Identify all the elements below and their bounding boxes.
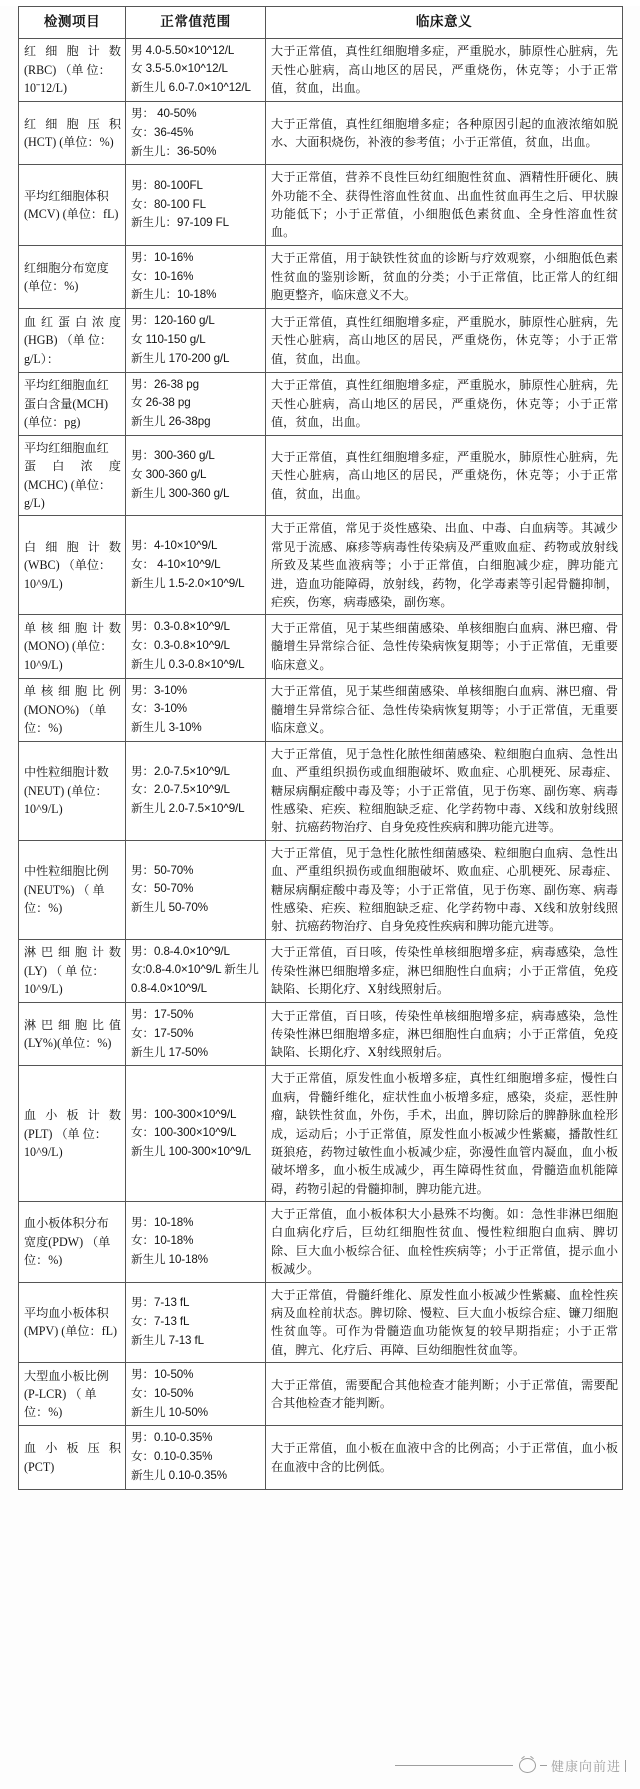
cell-reference-range — [126, 678, 266, 741]
cell-clinical-meaning: 大于正常值，原发性血小板增多症，真性红细胞增多症，慢性白血病，骨髓纤维化，症状性血小板增多症，感染，炎症，恶性肿瘤，缺铁性贫血，外伤，手术，出血，脾切除后的脾静脉血栓形成，运动后；小于正常值，原发性血小板减少性紫癜，播散性红斑狼疮，药物过敏性血小板减少症，弥漫性血管内凝血，血小板破坏增多，血小板生成减少，再生障碍性贫血，骨髓造血机能障碍，药物引起的骨髓抑制，脾功能亢进。 — [266, 1066, 623, 1202]
column-header-item: 检测项目 — [19, 7, 126, 39]
test-item-line: 白 细 胞 计 数 — [24, 539, 121, 554]
test-item-line: g/L) — [24, 496, 45, 510]
reference-range-line: 女：2.0-7.5×10^9/L — [131, 783, 230, 797]
table-row — [19, 939, 623, 1002]
test-item-line: 平均红细胞体积 — [24, 188, 109, 203]
reference-range-line: 女：100-300×10^9/L — [131, 1126, 237, 1140]
cell-test-item — [19, 435, 126, 516]
test-item-line: (MONO%) （单 — [24, 702, 107, 717]
test-item-line: 位：%) — [24, 1252, 63, 1267]
test-item-line: 位：%) — [24, 720, 63, 735]
test-item-line: (PLT) （单 位： — [24, 1126, 107, 1141]
reference-range-line: 男：17-50% — [131, 1008, 194, 1022]
watermark-end-icon — [625, 1760, 626, 1772]
test-item-line: (单位：%) — [24, 279, 79, 294]
table-row — [19, 1003, 623, 1066]
table-row — [19, 615, 623, 678]
test-item-line: 红 细 胞 计 数 — [24, 44, 121, 59]
reference-range-line: 新生儿 17-50% — [131, 1045, 208, 1059]
cell-clinical-meaning: 大于正常值，见于急性化脓性细菌感染、粒细胞白血病、急性出血、严重组织损伤或血细胞破坏、败血症、心肌梗死、尿毒症、糖尿病酮症酸中毒及等；小于正常值，见于伤寒、副伤寒、病毒性感染、疟疾、粒细胞缺乏症、化学药物中毒、X线和放射线照射、抗癌药物治疗、自身免疫性疾病和脾功能亢进等。 — [266, 741, 623, 840]
reference-range-line: 男：2.0-7.5×10^9/L — [131, 764, 230, 778]
cell-reference-range — [126, 1202, 266, 1283]
cell-clinical-meaning: 大于正常值，真性红细胞增多症，严重脱水，肺原性心脏病，先天性心脏病，高山地区的居民，严重烧伤，休克等；小于正常值，贫血，出血。 — [266, 309, 623, 372]
cell-clinical-meaning: 大于正常值，百日咳，传染性单核细胞增多症，病毒感染，急性传染性淋巴细胞增多症，淋巴细胞性白血病；小于正常值，免疫缺陷、长期化疗、X射线照射后。 — [266, 1003, 623, 1066]
reference-range-line: 女：36-45% — [131, 125, 194, 139]
table-row — [19, 1363, 623, 1426]
test-item-line: (HGB) （单 位： — [24, 333, 113, 348]
test-item-line: 10ˉ12/L) — [24, 81, 67, 96]
test-item-line: 大型血小板比例 — [24, 1368, 109, 1383]
cell-reference-range — [126, 1426, 266, 1489]
cell-test-item — [19, 1282, 126, 1363]
table-row — [19, 1426, 623, 1489]
cell-test-item — [19, 1426, 126, 1489]
cell-reference-range — [126, 939, 266, 1002]
test-item-line: 蛋 白 浓 度 — [24, 459, 121, 474]
reference-range-line: 新生儿 26-38pg — [131, 415, 211, 429]
reference-range-line: 女：0.10-0.35% — [131, 1450, 213, 1464]
cell-clinical-meaning: 大于正常值，真性红细胞增多症，严重脱水，肺原性心脏病，先天性心脏病，高山地区的居民，严重烧伤，休克等；小于正常值，贫血，出血。 — [266, 372, 623, 435]
table-row — [19, 245, 623, 308]
reference-range-line: 男：4-10×10^9/L — [131, 539, 218, 553]
test-item-line: g/L）： — [24, 351, 59, 366]
reference-range-line: 新生儿：36-50% — [131, 144, 217, 158]
reference-range-line: 新生儿 2.0-7.5×10^9/L — [131, 802, 245, 816]
reference-range-line: 0.8-4.0×10^9/L — [131, 982, 207, 996]
test-item-line: (MONO) (单位： — [24, 639, 113, 654]
test-item-line: (PCT) — [24, 1459, 55, 1474]
cell-clinical-meaning: 大于正常值，见于某些细菌感染、单核细胞白血病、淋巴瘤、骨髓增生异常综合征、急性传染病恢复期等；小于正常值，无重要临床意义。 — [266, 678, 623, 741]
watermark-rule-icon — [395, 1765, 513, 1766]
test-item-line: 10^9/L) — [24, 1144, 63, 1159]
test-item-line: (LY%)(单位：%) — [24, 1036, 112, 1051]
test-item-line: 血 红 蛋 白 浓 度 — [24, 314, 121, 329]
table-header-row — [19, 7, 623, 39]
cell-test-item — [19, 1003, 126, 1066]
reference-range-line: 男：0.10-0.35% — [131, 1431, 213, 1445]
cell-test-item — [19, 102, 126, 165]
test-item-line: 蛋白含量(MCH) — [24, 396, 108, 411]
table-row — [19, 741, 623, 840]
test-item-line: 10^9/L) — [24, 576, 63, 591]
reference-range-line: 男：0.3-0.8×10^9/L — [131, 620, 230, 634]
cell-test-item — [19, 38, 126, 101]
cell-reference-range — [126, 741, 266, 840]
cell-clinical-meaning: 大于正常值，骨髓纤维化、原发性血小板减少性紫癜、血栓性疾病及血栓前状态。脾切除、慢粒、巨大血小板综合症、镰刀细胞性贫血等。可作为骨髓造血功能恢复的较早期指症；小于正常值，脾亢、化疗后、再障、巨幼细胞性贫血等。 — [266, 1282, 623, 1363]
reference-range-line: 男：100-300×10^9/L — [131, 1107, 237, 1121]
cell-reference-range — [126, 840, 266, 939]
test-item-line: 单 核 细 胞 计 数 — [24, 620, 121, 635]
cell-test-item — [19, 165, 126, 246]
cell-clinical-meaning: 大于正常值，真性红细胞增多症；各种原因引起的血液浓缩如脱水、大面积烧伤，补液的参考值；小于正常值，贫血，出血。 — [266, 102, 623, 165]
reference-range-line: 男 4.0-5.50×10^12/L — [131, 43, 235, 57]
cell-reference-range — [126, 435, 266, 516]
test-item-line: (HCT) (单位：%) — [24, 135, 114, 150]
watermark-tail-icon — [540, 1765, 547, 1766]
test-item-line: 血 小 板 计 数 — [24, 1108, 121, 1123]
watermark-label: 健康向前进 — [550, 1759, 621, 1774]
reference-range-line: 新生儿 100-300×10^9/L — [131, 1145, 251, 1159]
test-item-line: 平均红细胞血红 — [24, 378, 109, 393]
reference-range-line: 女： 4-10×10^9/L — [131, 557, 221, 571]
reference-range-line: 男：10-16% — [131, 250, 194, 264]
test-item-line: 单 核 细 胞 比 例 — [24, 684, 121, 699]
table-row — [19, 309, 623, 372]
reference-range-line: 新生儿 7-13 fL — [131, 1333, 204, 1347]
reference-range-line: 男：3-10% — [131, 683, 188, 697]
table-row — [19, 1066, 623, 1202]
cell-test-item — [19, 372, 126, 435]
reference-range-line: 新生儿 0.3-0.8×10^9/L — [131, 657, 245, 671]
table-row — [19, 516, 623, 615]
reference-range-line: 新生儿 10-18% — [131, 1253, 208, 1267]
test-item-line: 红细胞分布宽度 — [24, 260, 109, 275]
reference-range-line: 女：50-70% — [131, 882, 194, 896]
watermark — [395, 1756, 626, 1775]
cell-test-item — [19, 840, 126, 939]
reference-range-line: 男：10-50% — [131, 1368, 194, 1381]
test-item-line: (MCV) (单位：fL) — [24, 207, 119, 222]
reference-range-line: 男：120-160 g/L — [131, 314, 215, 328]
cell-test-item — [19, 245, 126, 308]
test-item-line: 10^9/L) — [24, 657, 63, 672]
reference-range-line: 新生儿 1.5-2.0×10^9/L — [131, 576, 245, 590]
reference-range-line: 新生儿 50-70% — [131, 901, 208, 915]
reference-range-line: 女:0.8-4.0×10^9/L 新生儿 — [131, 963, 259, 977]
cell-reference-range — [126, 615, 266, 678]
test-item-line: (单位：pg) — [24, 414, 81, 429]
test-item-line: (MCHC) (单位： — [24, 477, 112, 492]
test-item-line: 中性粒细胞计数 — [24, 765, 109, 780]
test-item-line: (NEUT) (单位： — [24, 783, 108, 798]
reference-range-line: 男：0.8-4.0×10^9/L — [131, 944, 230, 958]
table-header — [19, 7, 623, 39]
cell-test-item — [19, 309, 126, 372]
cell-test-item — [19, 678, 126, 741]
cell-clinical-meaning: 大于正常值，需要配合其他检查才能判断；小于正常值，需要配合其他检查才能判断。 — [266, 1363, 623, 1426]
cell-test-item — [19, 516, 126, 615]
test-item-line: (NEUT%) （ 单 — [24, 882, 105, 897]
cell-reference-range — [126, 1066, 266, 1202]
test-item-line: 红 细 胞 压 积 — [24, 116, 121, 131]
cell-reference-range — [126, 1003, 266, 1066]
reference-range-line: 新生儿 6.0-7.0×10^12/L — [131, 81, 251, 95]
cell-clinical-meaning: 大于正常值，用于缺铁性贫血的诊断与疗效观察，小细胞低色素性贫血的鉴别诊断，贫血的分类；小于正常值，比正常人的红细胞更整齐，临床意义不大。 — [266, 245, 623, 308]
test-item-line: 位：%) — [24, 1405, 63, 1420]
reference-range-line: 新生儿 300-360 g/L — [131, 487, 230, 501]
test-item-line: 血 小 板 压 积 — [24, 1441, 121, 1456]
watermark-badge-icon — [519, 1758, 536, 1773]
column-header-meaning: 临床意义 — [266, 7, 623, 39]
table-row — [19, 102, 623, 165]
cell-clinical-meaning: 大于正常值，百日咳，传染性单核细胞增多症，病毒感染，急性传染性淋巴细胞增多症，淋巴细胞性白血病；小于正常值，免疫缺陷、长期化疗、X射线照射后。 — [266, 939, 623, 1002]
test-item-line: (RBC) （单 位： — [24, 62, 111, 77]
reference-range-line: 女：17-50% — [131, 1026, 194, 1040]
reference-range-line: 女 26-38 pg — [131, 396, 191, 410]
cell-reference-range — [126, 1282, 266, 1363]
column-header-range: 正常值范围 — [126, 7, 266, 39]
test-item-line: 10^9/L) — [24, 802, 63, 817]
document-page — [0, 6, 640, 1789]
cell-reference-range — [126, 372, 266, 435]
reference-range-line: 女：10-18% — [131, 1234, 194, 1248]
cell-test-item — [19, 939, 126, 1002]
reference-range-line: 新生儿 170-200 g/L — [131, 351, 230, 365]
cell-clinical-meaning: 大于正常值，血小板在血液中含的比例高；小于正常值，血小板在血液中含的比例低。 — [266, 1426, 623, 1489]
cell-test-item — [19, 1363, 126, 1426]
cell-reference-range — [126, 245, 266, 308]
test-item-line: 宽度(PDW) （单 — [24, 1234, 111, 1249]
table-row — [19, 372, 623, 435]
reference-range-line: 男：50-70% — [131, 863, 194, 877]
reference-range-line: 男：300-360 g/L — [131, 449, 215, 463]
table-row — [19, 38, 623, 101]
reference-range-line: 男：26-38 pg — [131, 377, 199, 391]
cell-reference-range — [126, 165, 266, 246]
cell-clinical-meaning: 大于正常值，血小板体积大小悬殊不均衡。如：急性非淋巴细胞白血病化疗后，巨幼红细胞性贫血、慢性粒细胞白血病、脾切除、巨大血小板综合征、血栓性疾病等；小于正常值，提示血小板减少。 — [266, 1202, 623, 1283]
reference-range-line: 女：10-50% — [131, 1386, 194, 1400]
reference-range-line: 女：80-100 FL — [131, 197, 206, 211]
cell-clinical-meaning: 大于正常值，见于某些细菌感染、单核细胞白血病、淋巴瘤、骨髓增生异常综合征、急性传染病恢复期等；小于正常值，无重要临床意义。 — [266, 615, 623, 678]
reference-range-line: 男：10-18% — [131, 1215, 194, 1229]
test-item-line: (P-LCR) （ 单 — [24, 1386, 97, 1401]
reference-range-line: 女：10-16% — [131, 269, 194, 283]
table-row — [19, 1282, 623, 1363]
cell-reference-range — [126, 516, 266, 615]
test-item-line: 中性粒细胞比例 — [24, 864, 109, 879]
test-item-line: 淋 巴 细 胞 计 数 — [24, 945, 121, 960]
cell-clinical-meaning: 大于正常值，营养不良性巨幼红细胞性贫血、酒精性肝硬化、胰外功能不全、获得性溶血性贫血、出血性贫血再生之后、甲状腺功能低下；小于正常值，小细胞低色素贫血、全身性溶血性贫血。 — [266, 165, 623, 246]
reference-range-line: 新生儿 0.10-0.35% — [131, 1468, 227, 1482]
table-row — [19, 1202, 623, 1283]
test-item-line: (LY) （ 单 位： — [24, 963, 105, 978]
cell-clinical-meaning: 大于正常值，真性红细胞增多症，严重脱水，肺原性心脏病，先天性心脏病，高山地区的居民，严重烧伤，休克等；小于正常值，贫血，出血。 — [266, 435, 623, 516]
reference-range-line: 女：0.3-0.8×10^9/L — [131, 639, 230, 653]
cell-clinical-meaning: 大于正常值，真性红细胞增多症，严重脱水，肺原性心脏病，先天性心脏病，高山地区的居民，严重烧伤，休克等；小于正常值，贫血，出血。 — [266, 38, 623, 101]
reference-range-line: 男：80-100FL — [131, 178, 203, 192]
test-item-line: 平均红细胞血红 — [24, 440, 109, 455]
cell-clinical-meaning: 大于正常值，常见于炎性感染、出血、中毒、白血病等。其减少常见于流感、麻疹等病毒性传染病及严重败血症、药物或放射线所致及某些血液病等；小于正常值，白细胞减少症，脾功能亢进，造血功能障碍，放射线，药物，化学毒素等引起骨髓抑制， 疟疾，伤寒，病毒感染，副伤寒。 — [266, 516, 623, 615]
table-row — [19, 840, 623, 939]
reference-range-line: 新生儿：10-18% — [131, 288, 217, 302]
test-item-line: 平均血小板体积 — [24, 1305, 109, 1320]
cell-reference-range — [126, 38, 266, 101]
reference-range-line: 男： 40-50% — [131, 107, 197, 120]
reference-range-line: 女 3.5-5.0×10^12/L — [131, 62, 228, 76]
test-item-line: 血小板体积分布 — [24, 1216, 109, 1231]
reference-range-line: 新生儿 10-50% — [131, 1405, 208, 1419]
cell-clinical-meaning: 大于正常值，见于急性化脓性细菌感染、粒细胞白血病、急性出血、严重组织损伤或血细胞破坏、败血症、心肌梗死、尿毒症、糖尿病酮症酸中毒及等；小于正常值，见于伤寒、副伤寒、病毒性感染、疟疾、粒细胞缺乏症、化学药物中毒、X线和放射线照射、抗癌药物治疗、自身免疫性疾病和脾功能亢进等。 — [266, 840, 623, 939]
test-item-line: 10^9/L) — [24, 982, 63, 997]
cell-test-item — [19, 741, 126, 840]
cell-reference-range — [126, 1363, 266, 1426]
table-row — [19, 678, 623, 741]
cell-reference-range — [126, 309, 266, 372]
cell-reference-range — [126, 102, 266, 165]
table-row — [19, 435, 623, 516]
reference-range-line: 女 300-360 g/L — [131, 468, 207, 482]
reference-range-line: 女：7-13 fL — [131, 1314, 190, 1328]
test-item-line: 淋 巴 细 胞 比 值 — [24, 1017, 121, 1032]
table-row — [19, 165, 623, 246]
reference-range-line: 女 110-150 g/L — [131, 332, 206, 346]
table-body — [19, 38, 623, 1489]
cell-test-item — [19, 615, 126, 678]
reference-range-line: 新生儿 3-10% — [131, 721, 202, 735]
test-item-line: (WBC) （单位： — [24, 558, 112, 573]
reference-range-line: 男：7-13 fL — [131, 1296, 190, 1310]
reference-range-line: 新生儿：97-109 FL — [131, 216, 229, 230]
test-item-line: (MPV) (单位：fL) — [24, 1324, 118, 1339]
cell-test-item — [19, 1202, 126, 1283]
reference-range-line: 女：3-10% — [131, 702, 188, 716]
blood-test-reference-table — [18, 6, 623, 1490]
test-item-line: 位：%) — [24, 900, 63, 915]
cell-test-item — [19, 1066, 126, 1202]
